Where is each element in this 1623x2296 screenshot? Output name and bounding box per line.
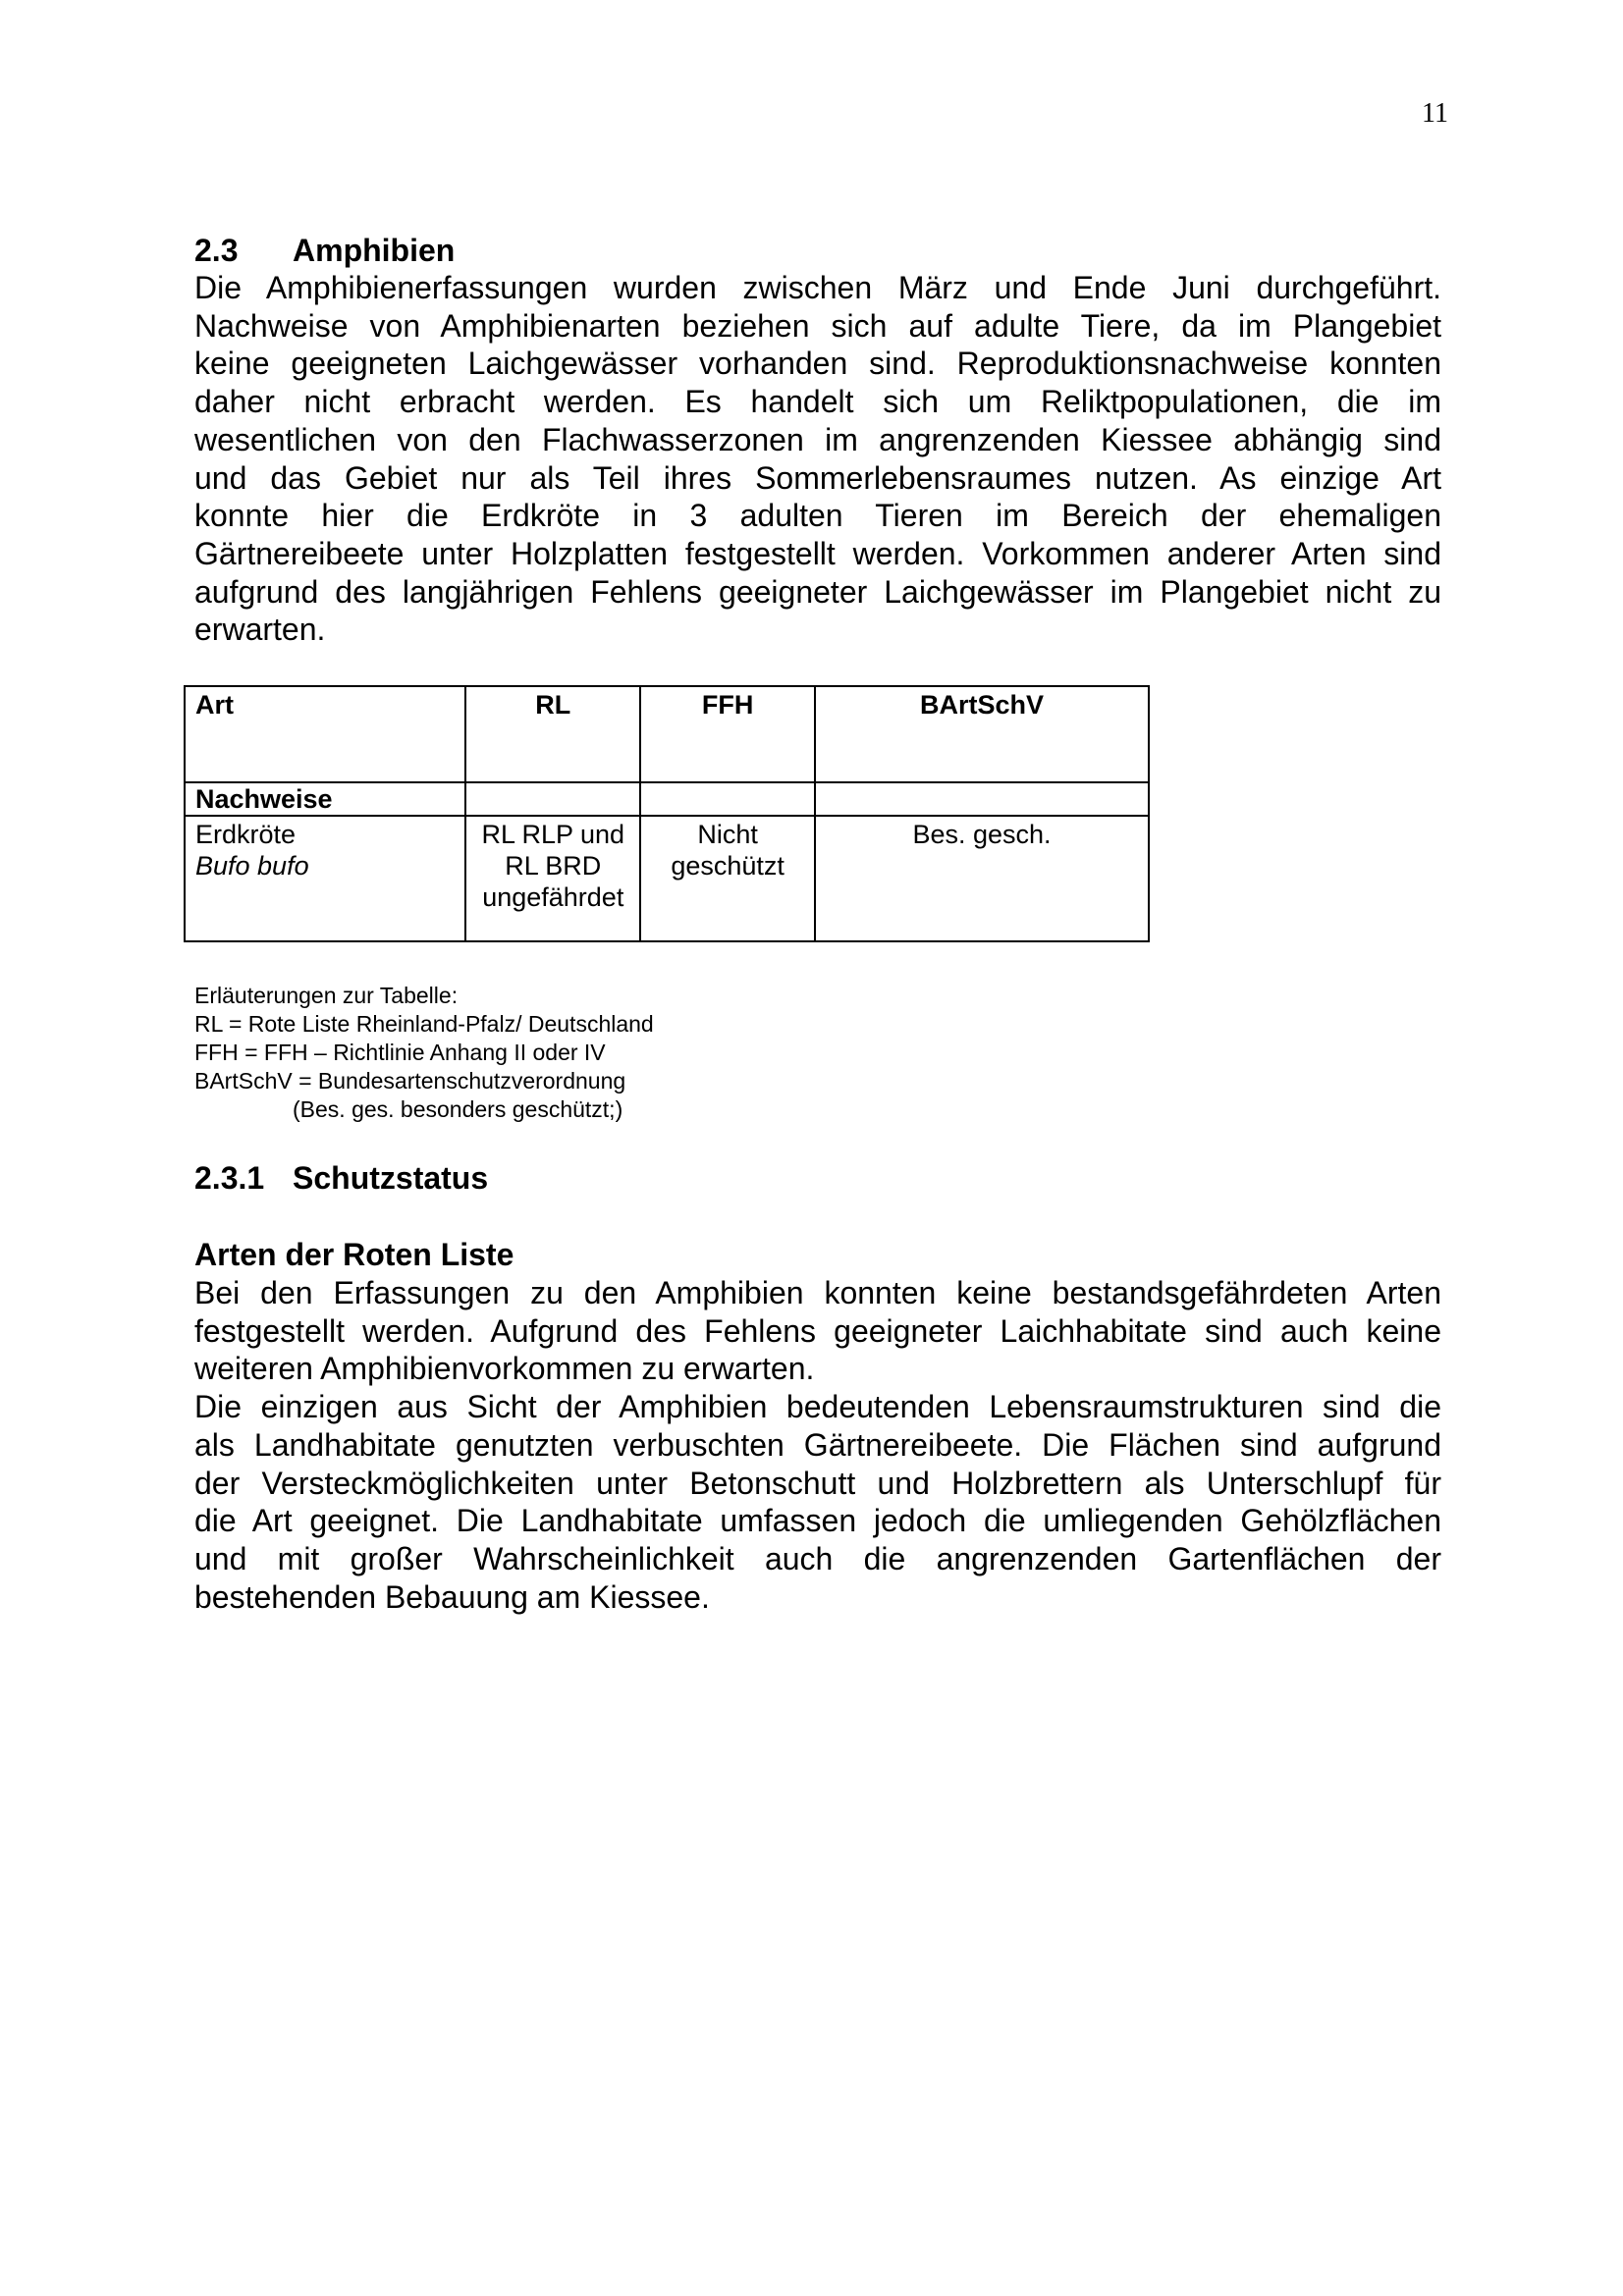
paragraph-line: daher nicht erbracht werden. Es handelt sich um Reliktpopulationen, die im <box>194 384 1441 420</box>
ffh-line: Nicht <box>697 820 758 849</box>
rl-line: RL BRD <box>505 851 602 881</box>
header-art: Art <box>185 686 465 782</box>
paragraph-line: Bei den Erfassungen zu den Amphibien konnten keine bestandsgefährdeten Arten <box>194 1275 1441 1310</box>
subsection-heading <box>194 1160 488 1197</box>
species-common-name: Erdkröte <box>195 820 297 849</box>
cell-rl <box>465 816 640 941</box>
paragraph-line: weiteren Amphibienvorkommen zu erwarten. <box>194 1351 815 1387</box>
paragraph-line: wesentlichen von den Flachwasserzonen im angrenzenden Kiessee abhängig sind <box>194 421 1441 457</box>
paragraph-line: als Landhabitate genutzten verbuschten Gärtnereibeete. Die Flächen sind aufgrund <box>194 1426 1441 1463</box>
cell-ffh <box>640 816 815 941</box>
header-rl: RL <box>465 686 640 782</box>
cell-art <box>185 816 465 941</box>
section-number: 2.3 <box>194 233 239 268</box>
paragraph-line: Gärtnereibeete unter Holzplatten festgestellt werden. Vorkommen anderer Arten sind <box>194 535 1441 571</box>
paragraph-line: die Art geeignet. Die Landhabitate umfassen jedoch die umliegenden Gehölzflächen <box>194 1503 1441 1539</box>
paragraph-line: Die einzigen aus Sicht der Amphibien bedeutenden Lebensraumstrukturen sind die <box>194 1389 1441 1425</box>
species-latin-name: Bufo bufo <box>195 851 309 881</box>
section-paragraph <box>194 269 1441 649</box>
subsection-paragraph <box>194 1274 1441 1616</box>
table-group-row <box>185 782 1149 816</box>
paragraph-line: Nachweise von Amphibienarten beziehen sich auf adulte Tiere, da im Plangebiet <box>194 307 1441 344</box>
paragraph-line: aufgrund des langjährigen Fehlens geeigneter Laichgewässer im Plangebiet nicht zu <box>194 573 1441 610</box>
table-row <box>185 816 1149 941</box>
table-header-row <box>185 686 1149 782</box>
header-bartschv: BArtSchV <box>815 686 1149 782</box>
paragraph-line: Die Amphibienerfassungen wurden zwischen März und Ende Juni durchgeführt. <box>194 270 1441 305</box>
ffh-line: geschützt <box>671 851 784 881</box>
table-notes <box>194 982 654 1124</box>
rl-line: ungefährdet <box>482 882 624 912</box>
empty-cell <box>640 782 815 816</box>
notes-line: BArtSchV = Bundesartenschutzverordnung <box>194 1068 626 1094</box>
notes-indented-line: (Bes. ges. besonders geschützt;) <box>293 1096 623 1122</box>
paragraph-line: und das Gebiet nur als Teil ihres Sommerlebensraumes nutzen. As einzige Art <box>194 459 1441 496</box>
section-title: Amphibien <box>293 233 456 268</box>
notes-title: Erläuterungen zur Tabelle: <box>194 983 459 1008</box>
subsection-number: 2.3.1 <box>194 1160 265 1196</box>
subheading: Arten der Roten Liste <box>194 1237 514 1272</box>
rl-line: RL RLP und <box>481 820 625 849</box>
notes-line: RL = Rote Liste Rheinland-Pfalz/ Deutschland <box>194 1011 654 1037</box>
paragraph-line: der Versteckmöglichkeiten unter Betonschutt und Holzbrettern als Unterschlupf für <box>194 1465 1441 1501</box>
paragraph-line: keine geeigneten Laichgewässer vorhanden sind. Reproduktionsnachweise konnten <box>194 346 1441 382</box>
paragraph-line: konnte hier die Erdkröte in 3 adulten Tieren im Bereich der ehemaligen <box>194 498 1441 534</box>
paragraph-line: bestehenden Bebauung am Kiessee. <box>194 1578 710 1615</box>
section-heading <box>194 232 455 269</box>
empty-cell <box>815 782 1149 816</box>
paragraph-line: erwarten. <box>194 612 326 648</box>
header-ffh: FFH <box>640 686 815 782</box>
paragraph-line: und mit großer Wahrscheinlichkeit auch die angrenzenden Gartenflächen der <box>194 1540 1441 1576</box>
group-label: Nachweise <box>185 782 465 816</box>
subsection-title: Schutzstatus <box>293 1160 489 1196</box>
page-number: 11 <box>1422 98 1448 129</box>
empty-cell <box>465 782 640 816</box>
paragraph-line: festgestellt werden. Aufgrund des Fehlens geeigneter Laichhabitate sind auch keine <box>194 1312 1441 1349</box>
cell-bartschv: Bes. gesch. <box>815 816 1149 941</box>
notes-line: FFH = FFH – Richtlinie Anhang II oder IV <box>194 1040 606 1065</box>
species-table <box>184 685 1150 942</box>
